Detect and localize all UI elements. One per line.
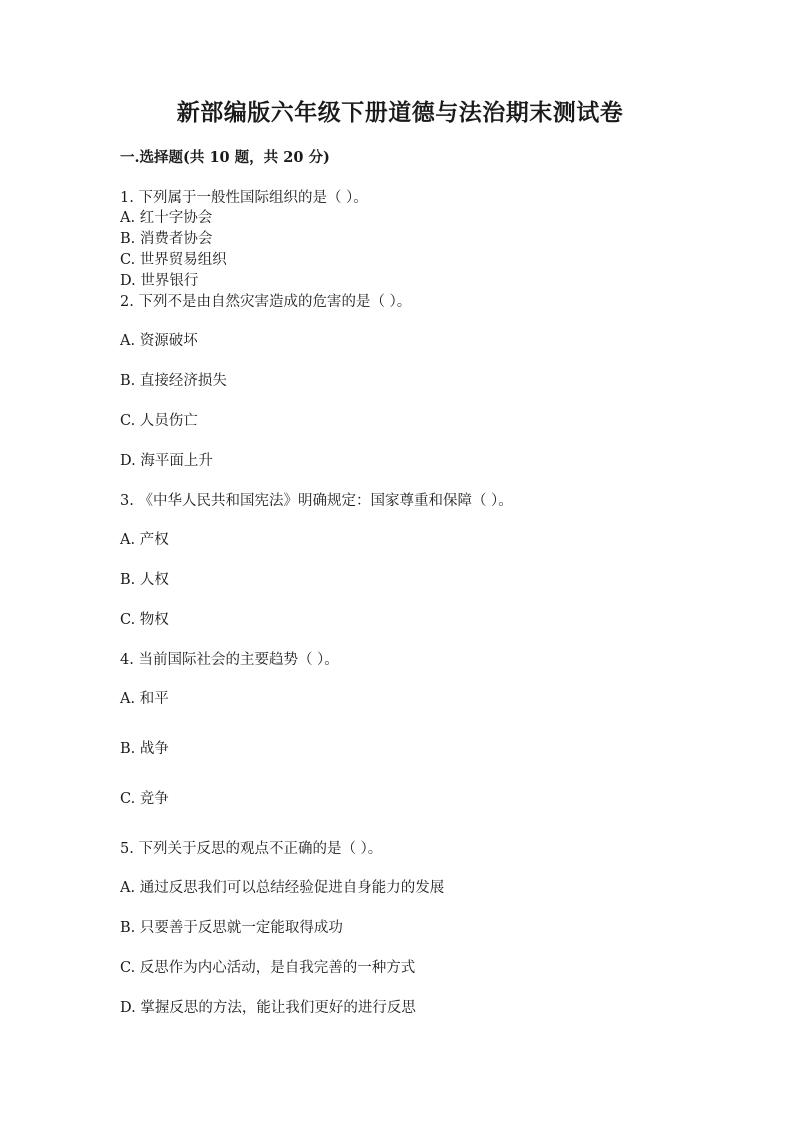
- question-5-option-c: C. 反思作为内心活动，是自我完善的一种方式: [120, 960, 416, 976]
- question-4-option-a: A. 和平: [120, 691, 169, 707]
- question-4-option-b: B. 战争: [120, 741, 169, 757]
- question-4-option-c: C. 竞争: [120, 791, 169, 807]
- question-5-option-b: B. 只要善于反思就一定能取得成功: [120, 920, 343, 936]
- page-title: 新部编版六年级下册道德与法治期末测试卷: [176, 99, 624, 126]
- question-3-stem: 3. 《中华人民共和国宪法》明确规定：国家尊重和保障（ ）。: [120, 493, 513, 509]
- question-3-option-c: C. 物权: [120, 612, 169, 628]
- question-2-stem: 2. 下列不是由自然灾害造成的危害的是（ ）。: [120, 294, 412, 310]
- question-3-option-b: B. 人权: [120, 572, 169, 588]
- question-5-option-a: A. 通过反思我们可以总结经验促进自身能力的发展: [120, 880, 445, 896]
- question-2-option-a: A. 资源破坏: [120, 333, 198, 349]
- question-5-stem: 5. 下列关于反思的观点不正确的是（ ）。: [120, 841, 383, 857]
- question-2-option-c: C. 人员伤亡: [120, 413, 198, 429]
- question-1-option-b: B. 消费者协会: [120, 231, 213, 247]
- question-3-option-a: A. 产权: [120, 532, 169, 548]
- question-1-option-d: D. 世界银行: [120, 273, 199, 289]
- question-1-option-a: A. 红十字协会: [120, 210, 213, 226]
- question-2-option-b: B. 直接经济损失: [120, 373, 227, 389]
- question-1-stem: 1. 下列属于一般性国际组织的是（ ）。: [120, 190, 368, 206]
- question-5-option-d: D. 掌握反思的方法，能让我们更好的进行反思: [120, 1000, 416, 1016]
- question-4-stem: 4. 当前国际社会的主要趋势（ ）。: [120, 652, 339, 668]
- section-heading: 一.选择题(共 10 题，共 20 分): [120, 149, 330, 166]
- question-2-option-d: D. 海平面上升: [120, 453, 213, 469]
- question-1-option-c: C. 世界贸易组织: [120, 252, 227, 268]
